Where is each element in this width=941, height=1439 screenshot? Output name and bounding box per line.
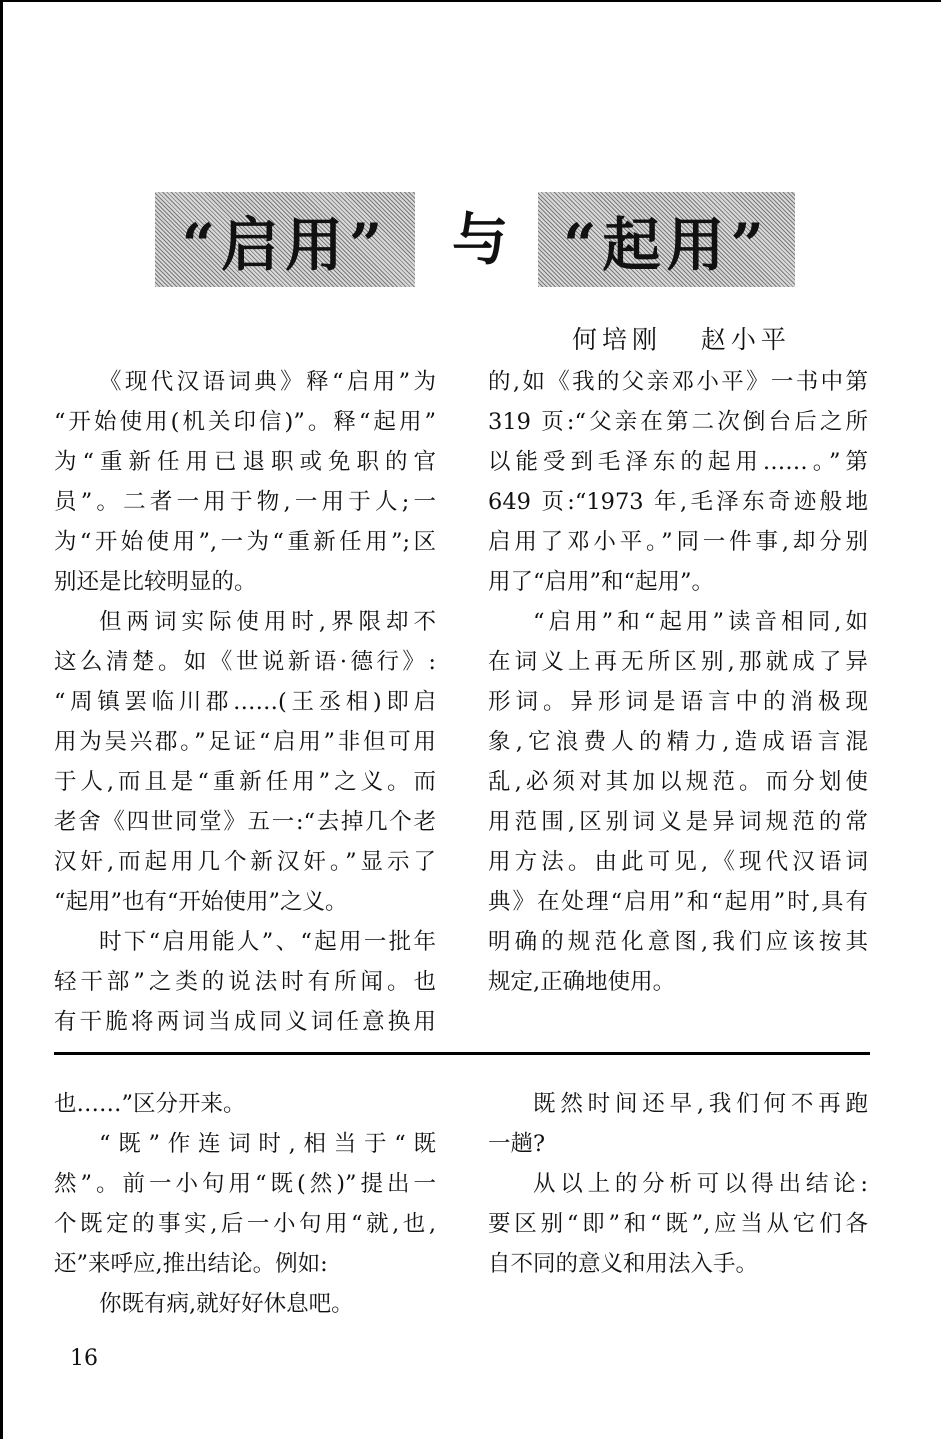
text-line: 有干脆将两词当成同义词任意换用 [54,1009,436,1035]
text-line: 既然时间还早,我们何不再跑 [533,1091,868,1117]
text-line: “周镇罢临川郡……(王丞相)即启 [54,689,436,715]
text-line: “既”作连词时,相当于“既 [99,1131,436,1157]
article-column-left [54,362,436,1042]
text-line: 你既有病,就好好休息吧。 [99,1291,354,1317]
title-connector: 与 [452,207,508,273]
text-line: 启用了邓小平。”同一件事,却分别 [488,529,868,555]
text-line: 的,如《我的父亲邓小平》一书中第 [488,369,868,395]
text-line: 一趟? [488,1131,546,1157]
article-authors: 何培刚 赵小平 [572,325,791,354]
text-line: 为“重新任用已退职或免职的官 [54,449,436,475]
text-line: 要区别“即”和“既”,应当从它们各 [488,1211,868,1237]
text-line: 这么清楚。如《世说新语·德行》: [54,649,436,675]
text-line: 汉奸,而起用几个新汉奸。”显示了 [54,849,436,875]
text-line: 然”。前一小句用“既(然)”提出一 [54,1171,436,1197]
text-line: 649 页:“1973 年,毛泽东奇迹般地 [488,489,868,515]
text-line: 但两词实际使用时,界限却不 [99,609,436,635]
text-line: 明确的规范化意图,我们应该按其 [488,929,868,955]
text-line: 形词。异形词是语言中的消极现 [488,689,868,715]
previous-article-column-left [54,1084,436,1324]
text-line: 时下“启用能人”、“起用一批年 [99,929,436,955]
text-line: 以能受到毛泽东的起用……。”第 [488,449,868,475]
text-line: 老舍《四世同堂》五一:“去掉几个老 [54,809,436,835]
previous-article-column-right [488,1084,868,1284]
page-number: 16 [70,1346,98,1371]
page-border-top [0,0,941,2]
text-line: 《现代汉语词典》释“启用”为 [99,369,436,395]
text-line: 乱,必须对其加以规范。而分划使 [488,769,868,795]
text-line: 也……”区分开来。 [54,1091,246,1117]
text-line: 用范围,区别词义是异词规范的常 [488,809,868,835]
text-line: 用了“启用”和“起用”。 [488,569,715,595]
text-line: 319 页:“父亲在第二次倒台后之所 [488,409,868,435]
text-line: 员”。二者一用于物,一用于人;一 [54,489,436,515]
section-divider [54,1052,870,1055]
text-line: 典》在处理“启用”和“起用”时,具有 [488,889,868,915]
text-line: 从以上的分析可以得出结论: [533,1171,868,1197]
title-word-qiyong-1: “启用” [155,192,415,287]
text-line: 还”来呼应,推出结论。例如: [54,1251,328,1277]
text-line: “起用”也有“开始使用”之义。 [54,889,348,915]
text-line: 规定,正确地使用。 [488,969,676,995]
text-line: 别还是比较明显的。 [54,569,257,595]
text-line: 个既定的事实,后一小句用“就,也, [54,1211,436,1237]
text-line: 轻干部”之类的说法时有所闻。也 [54,969,436,995]
text-line: “启用”和“起用”读音相同,如 [533,609,868,635]
page-border-left [0,0,3,1439]
text-line: 在词义上再无所区别,那就成了异 [488,649,868,675]
text-line: 于人,而且是“重新任用”之义。而 [54,769,436,795]
text-line: 用方法。由此可见,《现代汉语词 [488,849,868,875]
text-line: “开始使用(机关印信)”。释“起用” [54,409,436,435]
title-word-qiyong-2: “起用” [538,192,795,287]
text-line: 自不同的意义和用法入手。 [488,1251,759,1277]
text-line: 用为吴兴郡。”足证“启用”非但可用 [54,729,436,755]
text-line: 为“开始使用”,一为“重新任用”;区 [54,529,436,555]
article-column-right [488,362,868,1002]
text-line: 象,它浪费人的精力,造成语言混 [488,729,868,755]
